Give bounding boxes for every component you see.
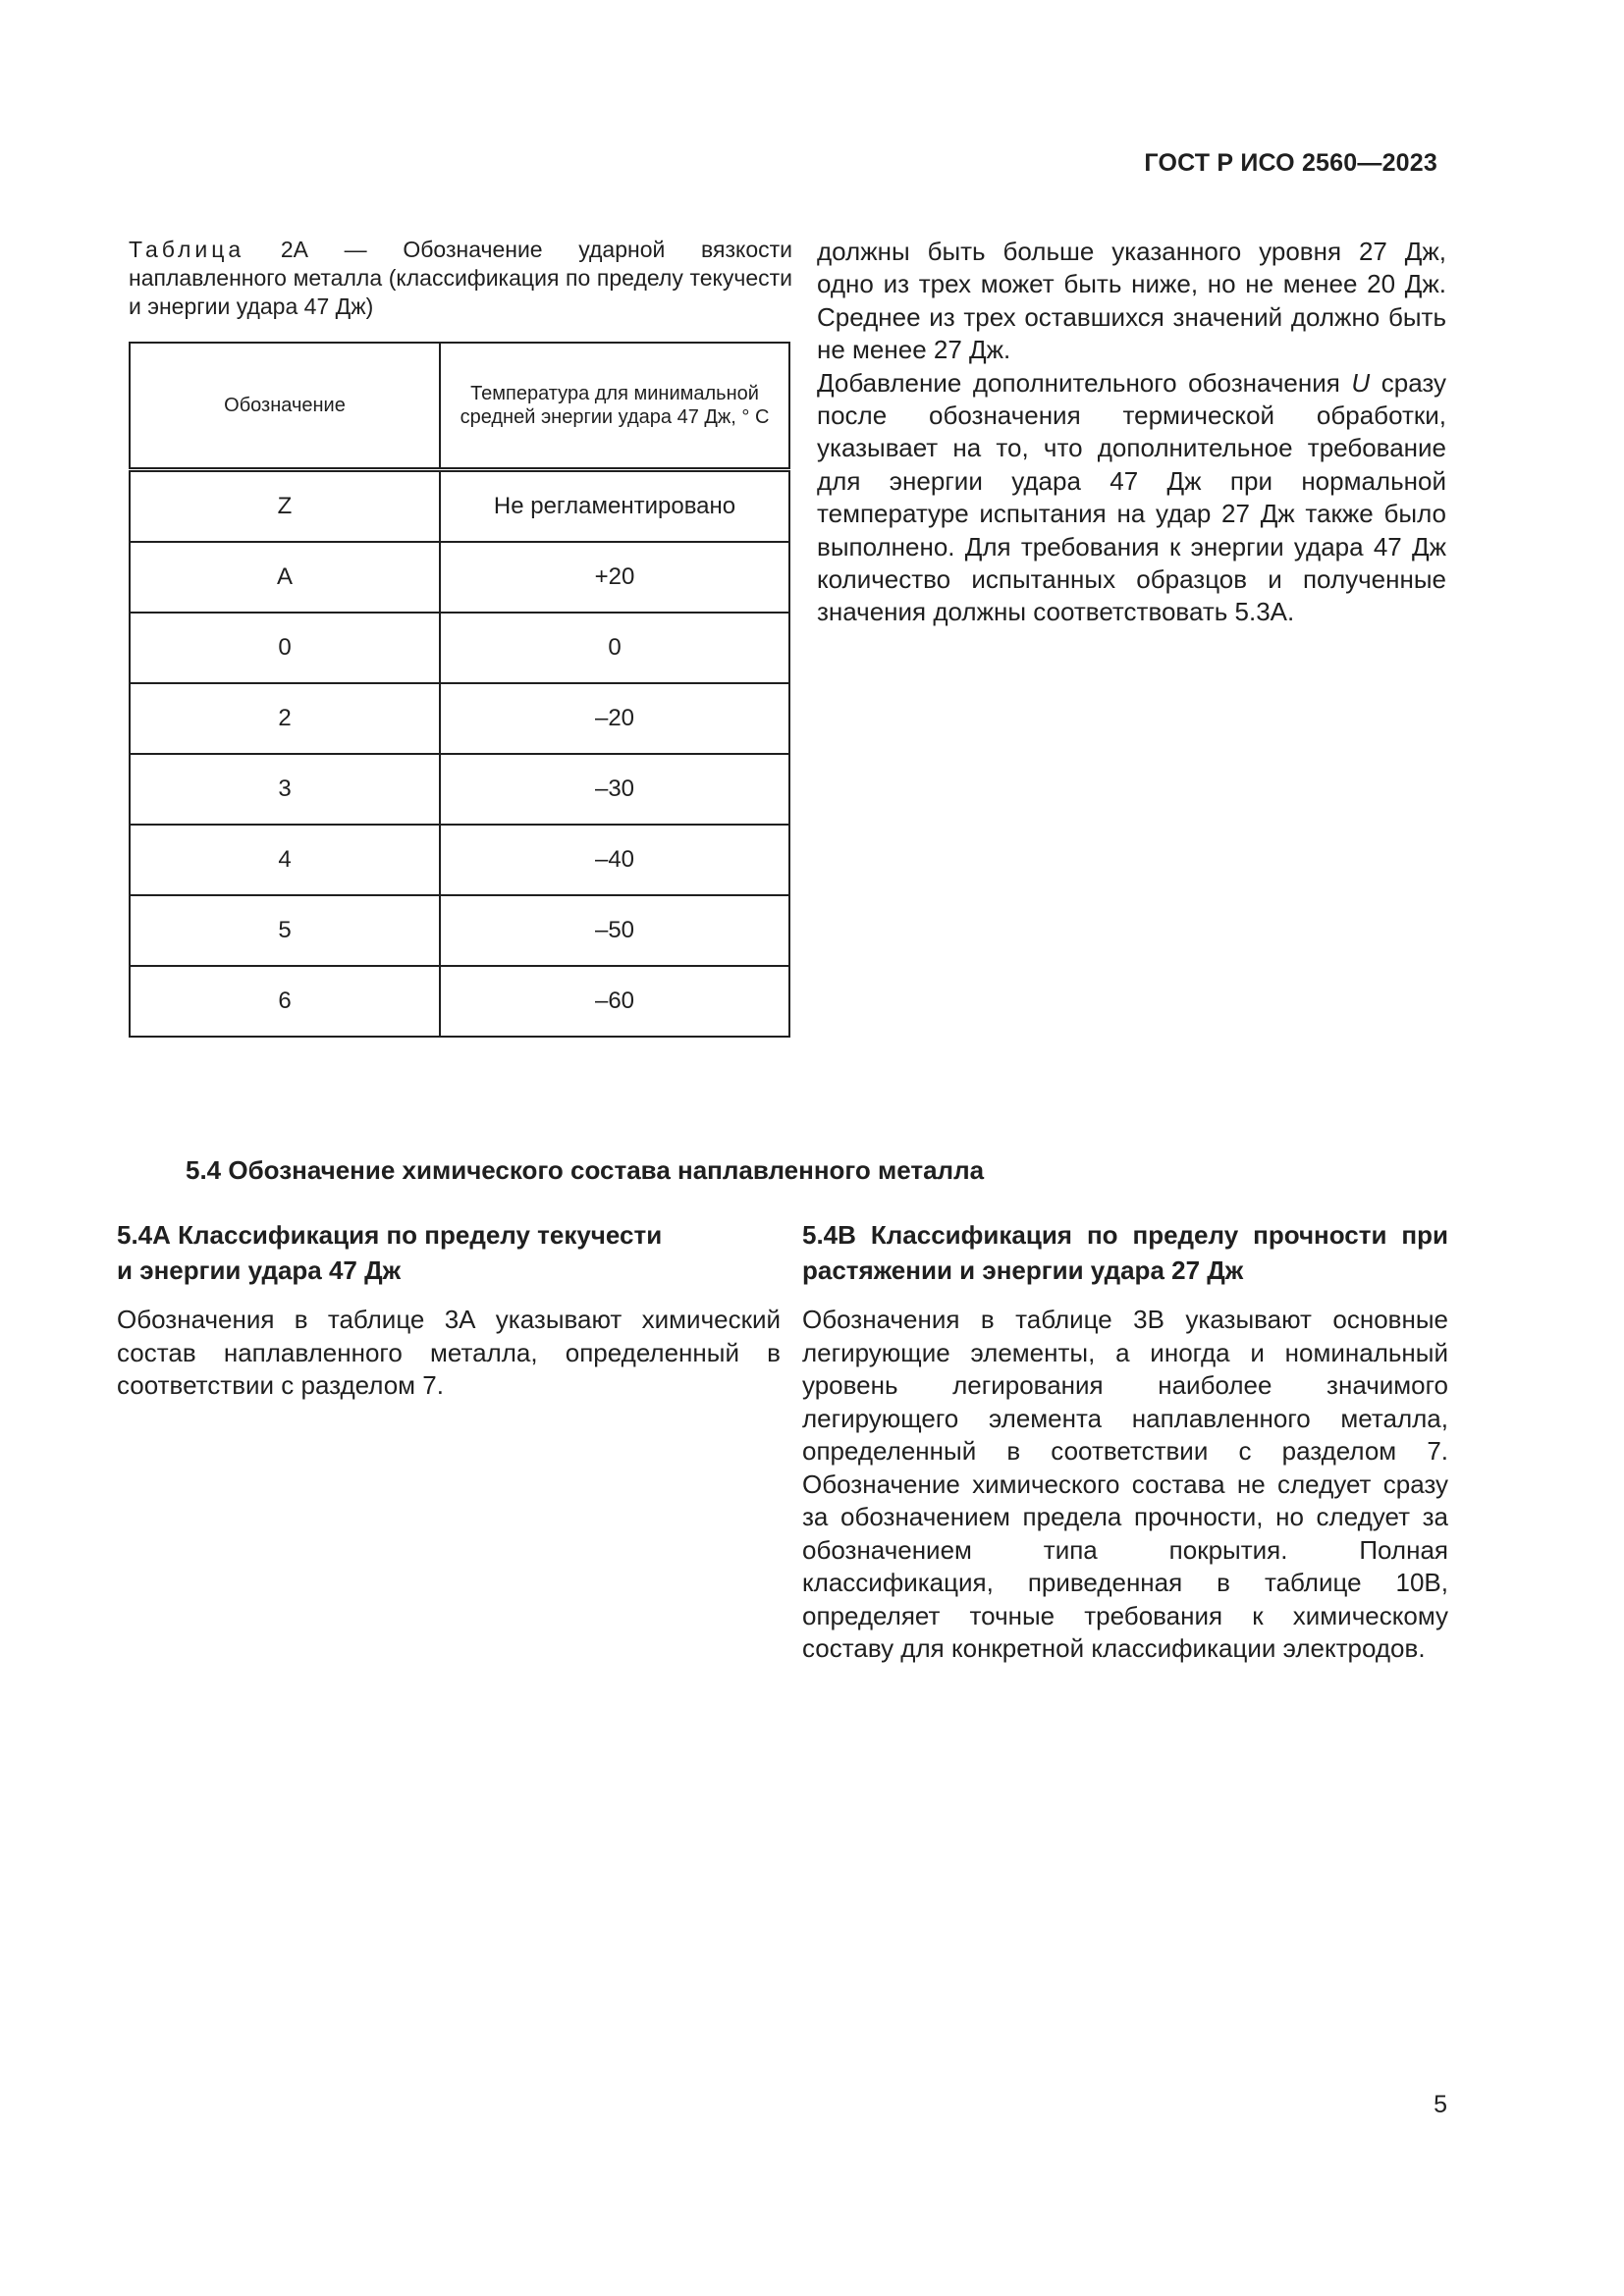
section-5-4a-heading [117,1217,726,1288]
temperature-cell: –40 [440,825,789,895]
table-caption-word: Таблица [129,237,245,262]
section-5-4a-heading-line2: и энергии удара 47 Дж [117,1255,402,1285]
temperature-cell: –50 [440,895,789,966]
designation-cell: 3 [130,754,440,825]
temperature-cell: 0 [440,613,789,683]
document-code: ГОСТ Р ИСО 2560—2023 [1144,149,1437,177]
temperature-cell: –20 [440,683,789,754]
section-5-4-title: 5.4 Обозначение химического состава наплавленного металла [186,1155,985,1185]
designation-cell: 2 [130,683,440,754]
paragraph-u-after: сразу после обозначения термической обработки, указывает на то, что дополнительное требование для энергии удара 47 Дж при нормальной температуре испытания на удар 27 Дж также было выполнено. Для требования к энергии удара 47 Дж количество испытанных образцов и полученные значения должны соответствовать 5.3А. [817,367,1446,627]
temperature-cell: Не регламентировано [440,470,789,543]
table-row [130,754,789,825]
designation-cell: A [130,542,440,613]
temperature-cell: –30 [440,754,789,825]
table-row [130,825,789,895]
header-designation: Обозначение [130,343,440,470]
section-5-4a-text: Обозначения в таблице 3А указывают химический состав наплавленного металла, определенный в соответствии с разделом 7. [117,1305,781,1400]
section-5-4b-heading: 5.4В Классификация по пределу прочности при растяжении и энергии удара 27 Дж [802,1220,1448,1285]
table-header-row [130,343,789,470]
section-5-4b-text: Обозначения в таблице 3В указывают основные легирующие элементы, а иногда и номинальный уровень легирования наиболее значимого легирующего элемента наплавленного металла, определенный в соответствии с разделом 7. Обозначение химического состава не следует сразу за обозначением предела прочности, но следует за обозначением типа покрытия. Полная классификация, приведенная в таблице 10В, определяет точные требования к химическому составу для конкретной классификации электродов. [802,1305,1448,1663]
table-caption [129,236,792,321]
u-symbol: U [1351,367,1371,398]
table-row [130,542,789,613]
table-row [130,966,789,1037]
table-row [130,470,789,543]
designation-cell: 6 [130,966,440,1037]
paragraph-u-before: Добавление дополнительного обозначения [817,367,1352,398]
designation-cell: 5 [130,895,440,966]
paragraph-impact-values: должны быть больше указанного уровня 27 Дж, одно из трех может быть ниже, но не менее 20 Дж. Среднее из трех оставшихся значений должно быть не менее 27 Дж. [817,237,1446,365]
right-column-text [817,236,1446,629]
temperature-cell: –60 [440,966,789,1037]
table-caption-text: 2А — Обозначение ударной вязкости наплавленного металла (классификация по пределу текучести и энергии удара 47 Дж) [129,237,792,319]
designation-cell: 4 [130,825,440,895]
temperature-cell: +20 [440,542,789,613]
page-number: 5 [1434,2091,1447,2118]
designation-cell: Z [130,470,440,543]
impact-toughness-table [129,342,790,1038]
table-row [130,613,789,683]
header-temperature: Температура для минимальной средней энергии удара 47 Дж, ° С [440,343,789,470]
table-row [130,895,789,966]
designation-cell: 0 [130,613,440,683]
paragraph-u-designation [817,367,1446,629]
section-5-4a-heading-line1: 5.4А Классификация по пределу текучести [117,1220,663,1250]
table-row [130,683,789,754]
